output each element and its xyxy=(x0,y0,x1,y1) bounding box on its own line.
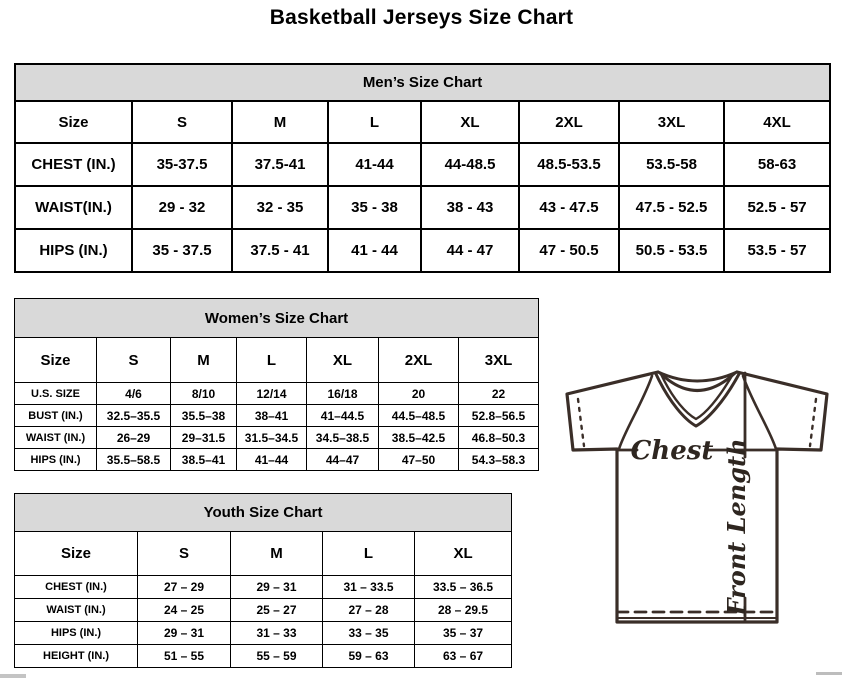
size-cell: 16/18 xyxy=(307,383,379,405)
size-cell: 24 – 25 xyxy=(138,599,231,622)
table-row xyxy=(15,229,830,272)
table-row xyxy=(15,599,512,622)
table-row xyxy=(15,186,830,229)
table-row xyxy=(15,449,539,471)
youth_chart-columns-row xyxy=(15,532,512,576)
youth-size-chart-table xyxy=(14,493,512,668)
size-cell: 43 - 47.5 xyxy=(519,186,619,229)
mens_chart-title: Men’s Size Chart xyxy=(15,64,830,101)
size-cell: 44.5–48.5 xyxy=(379,405,459,427)
column-header: XL xyxy=(415,532,512,576)
size-cell: 59 – 63 xyxy=(323,645,415,668)
column-header: L xyxy=(237,338,307,383)
size-cell: 20 xyxy=(379,383,459,405)
size-cell: 47 - 50.5 xyxy=(519,229,619,272)
womens_chart-title: Women’s Size Chart xyxy=(15,299,539,338)
size-cell: 33.5 – 36.5 xyxy=(415,576,512,599)
row-label: HEIGHT (IN.) xyxy=(15,645,138,668)
column-header: Size xyxy=(15,101,132,143)
page-title: Basketball Jerseys Size Chart xyxy=(269,6,574,29)
size-cell: 12/14 xyxy=(237,383,307,405)
size-cell: 31 – 33 xyxy=(231,622,323,645)
size-cell: 31.5–34.5 xyxy=(237,427,307,449)
size-cell: 38–41 xyxy=(237,405,307,427)
size-cell: 51 – 55 xyxy=(138,645,231,668)
table-row xyxy=(15,383,539,405)
size-cell: 29 - 32 xyxy=(132,186,232,229)
size-cell: 38.5–41 xyxy=(171,449,237,471)
row-label: HIPS (IN.) xyxy=(15,622,138,645)
size-cell: 41–44 xyxy=(237,449,307,471)
chest-label: Chest xyxy=(630,436,714,466)
womens_chart-title-row xyxy=(15,299,539,338)
size-cell: 35.5–58.5 xyxy=(97,449,171,471)
row-label: U.S. SIZE xyxy=(15,383,97,405)
column-header: 4XL xyxy=(724,101,830,143)
size-cell: 53.5 - 57 xyxy=(724,229,830,272)
size-cell: 38.5–42.5 xyxy=(379,427,459,449)
size-cell: 27 – 28 xyxy=(323,599,415,622)
column-header: XL xyxy=(421,101,519,143)
size-cell: 55 – 59 xyxy=(231,645,323,668)
column-header: 3XL xyxy=(619,101,724,143)
size-cell: 31 – 33.5 xyxy=(323,576,415,599)
size-cell: 47–50 xyxy=(379,449,459,471)
size-cell: 29–31.5 xyxy=(171,427,237,449)
mens_chart-columns-row xyxy=(15,101,830,143)
column-header: S xyxy=(132,101,232,143)
row-label: WAIST (IN.) xyxy=(15,427,97,449)
size-cell: 47.5 - 52.5 xyxy=(619,186,724,229)
horizontal-scrollbar-fragment-left[interactable] xyxy=(0,674,26,678)
table-row xyxy=(15,576,512,599)
column-header: M xyxy=(171,338,237,383)
front-length-label: Front Length xyxy=(722,438,751,616)
size-cell: 46.8–50.3 xyxy=(459,427,539,449)
size-cell: 41–44.5 xyxy=(307,405,379,427)
column-header: Size xyxy=(15,338,97,383)
column-header: M xyxy=(232,101,328,143)
size-cell: 32.5–35.5 xyxy=(97,405,171,427)
size-cell: 4/6 xyxy=(97,383,171,405)
row-label: HIPS (IN.) xyxy=(15,229,132,272)
size-cell: 29 – 31 xyxy=(231,576,323,599)
size-cell: 35.5–38 xyxy=(171,405,237,427)
size-cell: 52.8–56.5 xyxy=(459,405,539,427)
size-cell: 28 – 29.5 xyxy=(415,599,512,622)
right-arm-seam xyxy=(743,376,776,449)
size-cell: 35 – 37 xyxy=(415,622,512,645)
size-cell: 34.5–38.5 xyxy=(307,427,379,449)
size-cell: 48.5-53.5 xyxy=(519,143,619,186)
horizontal-scrollbar-fragment-right[interactable] xyxy=(816,672,842,675)
size-cell: 53.5-58 xyxy=(619,143,724,186)
size-cell: 22 xyxy=(459,383,539,405)
table-row xyxy=(15,405,539,427)
column-header: M xyxy=(231,532,323,576)
row-label: WAIST(IN.) xyxy=(15,186,132,229)
size-cell: 25 – 27 xyxy=(231,599,323,622)
row-label: CHEST (IN.) xyxy=(15,576,138,599)
size-cell: 54.3–58.3 xyxy=(459,449,539,471)
size-cell: 35 - 37.5 xyxy=(132,229,232,272)
size-cell: 38 - 43 xyxy=(421,186,519,229)
size-cell: 27 – 29 xyxy=(138,576,231,599)
row-label: HIPS (IN.) xyxy=(15,449,97,471)
column-header: S xyxy=(138,532,231,576)
jersey-measurement-diagram xyxy=(557,362,843,662)
mens-size-chart-table xyxy=(14,63,831,273)
jersey-diagram-svg xyxy=(557,362,843,662)
size-cell: 32 - 35 xyxy=(232,186,328,229)
size-cell: 52.5 - 57 xyxy=(724,186,830,229)
size-cell: 63 – 67 xyxy=(415,645,512,668)
size-cell: 26–29 xyxy=(97,427,171,449)
column-header: Size xyxy=(15,532,138,576)
youth_chart-title-row xyxy=(15,494,512,532)
column-header: 2XL xyxy=(379,338,459,383)
jersey-outline xyxy=(567,372,827,622)
size-cell: 41 - 44 xyxy=(328,229,421,272)
column-header: S xyxy=(97,338,171,383)
column-header: 2XL xyxy=(519,101,619,143)
table-row xyxy=(15,427,539,449)
table-row xyxy=(15,645,512,668)
left-sleeve-stitch xyxy=(578,399,584,446)
size-cell: 37.5-41 xyxy=(232,143,328,186)
womens-size-chart-table xyxy=(14,298,539,471)
size-cell: 44 - 47 xyxy=(421,229,519,272)
size-cell: 37.5 - 41 xyxy=(232,229,328,272)
size-cell: 44-48.5 xyxy=(421,143,519,186)
size-cell: 33 – 35 xyxy=(323,622,415,645)
mens_chart-title-row xyxy=(15,64,830,101)
table-row xyxy=(15,143,830,186)
right-sleeve-stitch xyxy=(810,399,816,446)
column-header: L xyxy=(328,101,421,143)
size-cell: 44–47 xyxy=(307,449,379,471)
size-cell: 35 - 38 xyxy=(328,186,421,229)
row-label: WAIST (IN.) xyxy=(15,599,138,622)
column-header: L xyxy=(323,532,415,576)
womens_chart-columns-row xyxy=(15,338,539,383)
column-header: 3XL xyxy=(459,338,539,383)
size-cell: 29 – 31 xyxy=(138,622,231,645)
table-row xyxy=(15,622,512,645)
column-header: XL xyxy=(307,338,379,383)
size-cell: 41-44 xyxy=(328,143,421,186)
size-cell: 35-37.5 xyxy=(132,143,232,186)
row-label: CHEST (IN.) xyxy=(15,143,132,186)
size-cell: 8/10 xyxy=(171,383,237,405)
youth_chart-title: Youth Size Chart xyxy=(15,494,512,532)
size-cell: 50.5 - 53.5 xyxy=(619,229,724,272)
row-label: BUST (IN.) xyxy=(15,405,97,427)
size-cell: 58-63 xyxy=(724,143,830,186)
